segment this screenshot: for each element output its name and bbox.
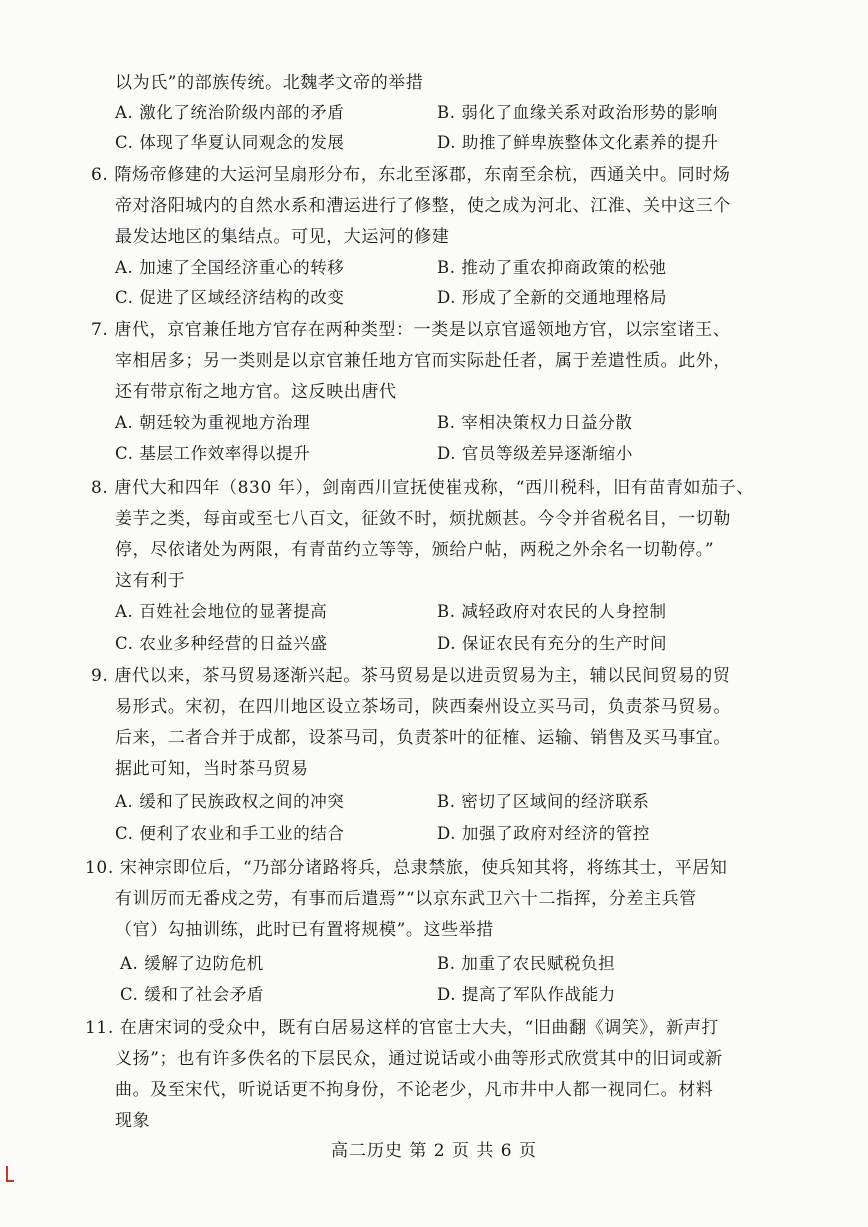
q7-option-d: D. 官员等级差异逐渐缩小 (437, 444, 633, 463)
q6-option-c: C. 促进了区域经济结构的改变 (115, 288, 345, 307)
q10-stem-line2: 有训厉而无番戍之劳，有事而后遣焉”“以京东武卫六十二指挥，分差主兵管 (115, 889, 697, 909)
q9-stem-line2: 易形式。宋初，在四川地区设立茶场司，陕西秦州设立买马司，负责茶马贸易。 (115, 697, 731, 717)
q7-option-b: B. 宰相决策权力日益分散 (437, 413, 633, 432)
q10-option-a: A. 缓解了边防危机 (120, 954, 264, 973)
q8-stem-line3: 停，尽依诸处为两限，有青苗约立等等，颁给户帖，两税之外余名一切勒停。” (115, 540, 715, 560)
q10-option-b: B. 加重了农民赋税负担 (437, 954, 616, 973)
q11-stem-line4: 现象 (115, 1111, 151, 1131)
q10-stem-line1: 10. 宋神宗即位后，“乃部分诸路将兵，总隶禁旅，使兵知其将，将练其士，平居知 (85, 858, 728, 878)
page-footer: 高二历史 第 2 页 共 6 页 (330, 1141, 538, 1161)
q8-option-d: D. 保证农民有充分的生产时间 (437, 634, 668, 653)
q6-stem-line1: 6. 隋炀帝修建的大运河呈扇形分布，东北至涿郡，东南至余杭，西通关中。同时炀 (91, 165, 731, 185)
q5-option-d: D. 助推了鲜卑族整体文化素养的提升 (437, 133, 719, 152)
q7-stem-line3: 还有带京衔之地方官。这反映出唐代 (115, 382, 397, 402)
q9-option-b: B. 密切了区域间的经济联系 (437, 792, 650, 811)
q10-option-d: D. 提高了军队作战能力 (437, 985, 616, 1004)
q9-stem-line1: 9. 唐代以来，茶马贸易逐渐兴起。茶马贸易是以进贡贸易为主，辅以民间贸易的贸 (91, 666, 731, 686)
q5-option-b: B. 弱化了血缘关系对政治形势的影响 (437, 103, 718, 122)
q11-stem-line2: 义扬”；也有许多佚名的下层民众，通过说话或小曲等形式欣赏其中的旧词或新 (115, 1049, 723, 1069)
q10-stem-line3: （官）勾抽训练，此时已有置将规模”。这些举措 (115, 920, 494, 940)
q8-option-c: C. 农业多种经营的日益兴盛 (115, 634, 328, 653)
q6-stem-line2: 帝对洛阳城内的自然水系和漕运进行了修整，使之成为河北、江淮、关中这三个 (115, 196, 731, 216)
q11-stem-line1: 11. 在唐宋词的受众中，既有白居易这样的官宦士大夫，“旧曲翻《调笑》，新声打 (85, 1018, 720, 1038)
q9-option-a: A. 缓和了民族政权之间的冲突 (115, 792, 345, 811)
q8-option-a: A. 百姓社会地位的显著提高 (115, 602, 328, 621)
q5-option-c: C. 体现了华夏认同观念的发展 (115, 133, 345, 152)
q7-stem-line2: 宰相居多；另一类则是以京官兼任地方官而实际赴任者，属于差遣性质。此外， (115, 351, 731, 371)
q8-stem-line4: 这有利于 (115, 571, 186, 591)
q11-stem-line3: 曲。及至宋代，听说话更不拘身份，不论老少，凡市井中人都一视同仁。材料 (115, 1080, 714, 1100)
q5-stem-tail: 以为氏”的部族传统。北魏孝文帝的举措 (115, 73, 424, 93)
q7-stem-line1: 7. 唐代，京官兼任地方官存在两种类型：一类是以京官遥领地方官，以宗室诸王、 (91, 320, 731, 340)
q7-option-c: C. 基层工作效率得以提升 (115, 444, 311, 463)
q6-stem-line3: 最发达地区的集结点。可见，大运河的修建 (115, 227, 450, 247)
q9-option-c: C. 便利了农业和手工业的结合 (115, 824, 345, 843)
q8-stem-line1: 8. 唐代大和四年（830 年），剑南西川宣抚使崔戎称，“西川税科，旧有苗青如茄子、 (91, 478, 754, 498)
q8-option-b: B. 减轻政府对农民的人身控制 (437, 602, 667, 621)
q9-option-d: D. 加强了政府对经济的管控 (437, 824, 651, 843)
q10-option-c: C. 缓和了社会矛盾 (120, 985, 265, 1004)
q6-option-d: D. 形成了全新的交通地理格局 (437, 288, 668, 307)
q9-stem-line4: 据此可知，当时茶马贸易 (115, 759, 309, 779)
q5-option-a: A. 激化了统治阶级内部的矛盾 (115, 103, 345, 122)
q9-stem-line3: 后来，二者合并于成都，设茶马司，负责茶叶的征榷、运输、销售及买马事宜。 (115, 728, 731, 748)
q7-option-a: A. 朝廷较为重视地方治理 (115, 413, 311, 432)
q6-option-b: B. 推动了重农抑商政策的松弛 (437, 258, 667, 277)
corner-mark (6, 1166, 14, 1182)
q6-option-a: A. 加速了全国经济重心的转移 (115, 258, 345, 277)
q8-stem-line2: 姜芋之类，每亩或至七八百文，征敛不时，烦扰颇甚。今令并省税名目，一切勒 (115, 509, 731, 529)
